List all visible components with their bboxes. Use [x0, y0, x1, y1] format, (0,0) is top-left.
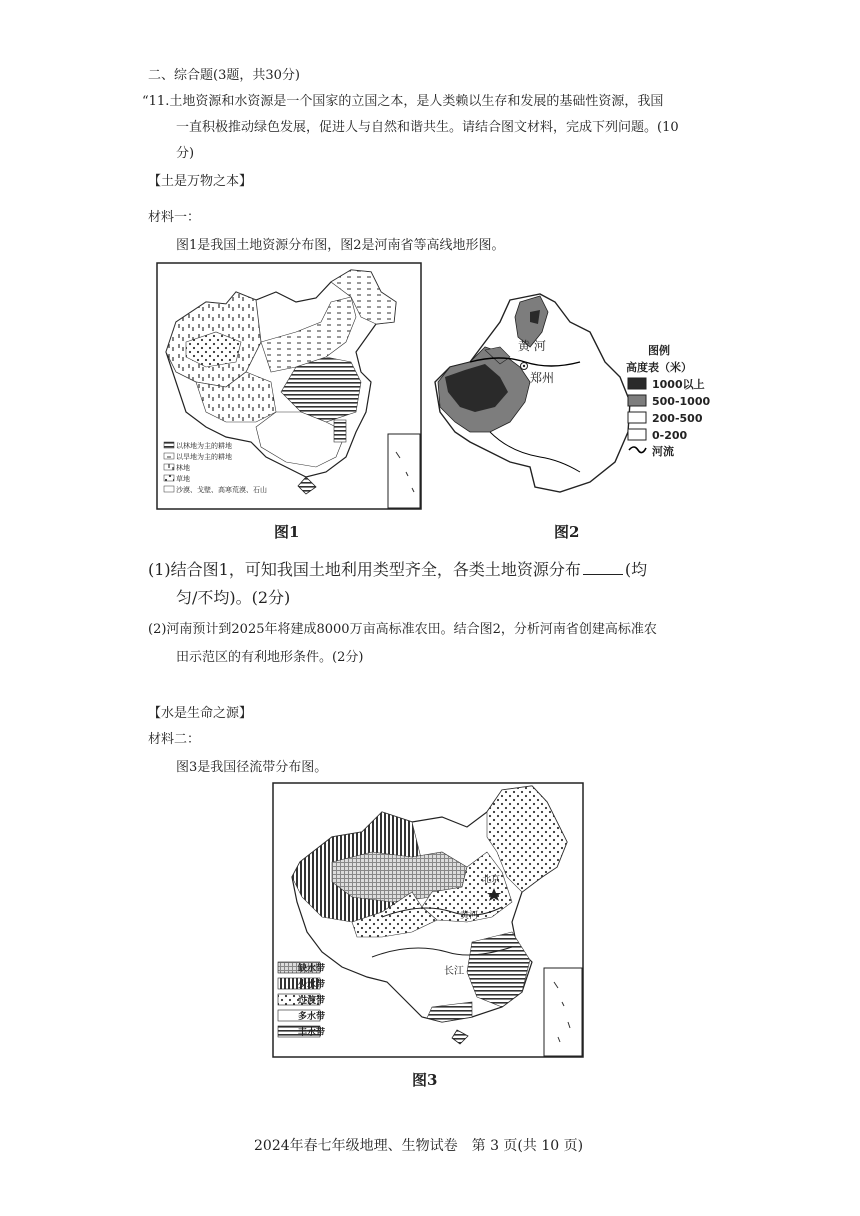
- answer-blank-1[interactable]: [583, 560, 623, 575]
- page-footer: 2024年春七年级地理、生物试卷 第 3 页(共 10 页): [254, 1138, 584, 1154]
- figure-3-map: [272, 782, 584, 1058]
- section-title: 二、综合题(3题，共30分): [148, 68, 300, 83]
- fig3-legend-5: 丰水带: [298, 1028, 326, 1038]
- fig2-legend-4: 0-200: [652, 429, 688, 442]
- fig2-legend-title: 图例: [648, 344, 670, 357]
- question-11-line2: 一直积极推动绿色发展，促进人与自然和谐共生。请结合图文材料，完成下列问题。(10: [176, 120, 679, 135]
- figure-2-map: [430, 292, 720, 502]
- material1-label: 材料一：: [148, 210, 201, 225]
- fig1-legend-1: 以林地为主的耕地: [176, 442, 232, 450]
- fig2-legend-1: 1000以上: [652, 378, 705, 391]
- fig3-legend-1: 缺水带: [298, 964, 326, 974]
- figure-1-caption: 图1: [274, 523, 300, 541]
- fig3-legend-2: 少水带: [298, 980, 326, 990]
- fig2-legend-2: 500-1000: [652, 395, 711, 408]
- question-1-line2: 匀/不均)。(2分): [176, 588, 291, 607]
- fig3-label-yellow: 黄河: [460, 911, 479, 921]
- fig2-legend-5: 河流: [652, 445, 674, 458]
- question-11-line1: “11.土地资源和水资源是一个国家的立国之本，是人类赖以生存和发展的基础性资源，我国: [142, 94, 664, 109]
- question-1-choice: (均: [624, 560, 648, 579]
- part2-heading: 【水是生命之源】: [148, 706, 253, 721]
- question-2-line1: (2)河南预计到2025年将建成8000万亩高标准农田。结合图2，分析河南省创建高标准农: [148, 622, 657, 637]
- figure-2-caption: 图2: [554, 523, 580, 541]
- question-1-text: (1)结合图1，可知我国土地利用类型齐全，各类土地资源分布: [148, 560, 581, 579]
- fig2-legend-3: 200-500: [652, 412, 703, 425]
- question-11-line3: 分): [176, 146, 195, 161]
- fig3-legend-4: 多水带: [298, 1012, 326, 1022]
- question-1-line1: [148, 558, 647, 582]
- fig3-label-beijing: 北京: [482, 875, 501, 885]
- part1-heading: 【土是万物之本】: [148, 174, 253, 189]
- fig2-legend-subtitle: 高度表（米）: [626, 361, 692, 374]
- fig1-legend-4: 草地: [176, 475, 190, 483]
- fig2-label-city: 郑州: [530, 371, 555, 385]
- fig1-legend-2: 以旱地为主的耕地: [176, 453, 232, 461]
- fig2-label-river: 黄 河: [518, 339, 546, 353]
- material2-text: 图3是我国径流带分布图。: [176, 760, 328, 775]
- fig1-legend-5: 沙漠、戈壁、高寒荒漠、石山: [176, 486, 267, 494]
- fig1-legend-3: 林地: [176, 464, 190, 472]
- figure-1-map: [156, 262, 422, 510]
- fig3-legend-3: 过渡带: [298, 996, 326, 1006]
- material1-text: 图1是我国土地资源分布图，图2是河南省等高线地形图。: [176, 238, 505, 253]
- figure-3-caption: 图3: [412, 1071, 438, 1089]
- material2-label: 材料二：: [148, 732, 201, 747]
- fig3-label-river: 长江: [444, 966, 464, 977]
- question-2-line2: 田示范区的有利地形条件。(2分): [176, 650, 364, 665]
